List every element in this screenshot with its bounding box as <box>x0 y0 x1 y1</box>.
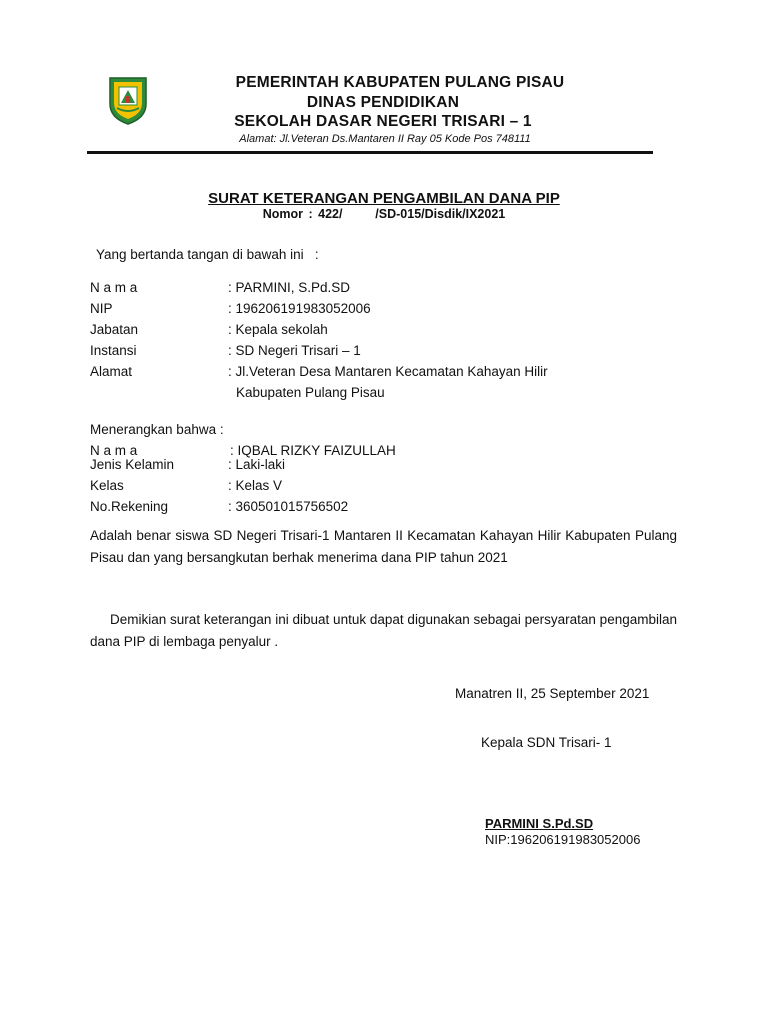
signatory-title: Kepala SDN Trisari- 1 <box>481 735 612 750</box>
signatory-institution-value: : SD Negeri Trisari – 1 <box>228 343 361 358</box>
letterhead-divider <box>87 151 653 154</box>
letterhead-address: Alamat: Jl.Veteran Ds.Mantaren II Ray 05 Kode Pos 748111 <box>239 133 531 145</box>
signature-nip: NIP:196206191983052006 <box>485 832 641 847</box>
letterhead-department: DINAS PENDIDIKAN <box>306 94 460 111</box>
statement-paragraph: Adalah benar siswa SD Negeri Trisari-1 Mantaren II Kecamatan Kahayan Hilir Kabupaten Pulang Pisau dan yang bersangkutan berhak menerima dana PIP tahun 2021 <box>90 528 677 565</box>
regency-emblem-icon <box>106 74 150 126</box>
student-intro: Menerangkan bahwa : <box>90 422 224 437</box>
signatory-position-label: Jabatan <box>90 322 139 337</box>
signatory-institution-label: Instansi <box>90 343 137 358</box>
closing-paragraph: Demikian surat keterangan ini dibuat untuk dapat digunakan sebagai persyaratan pengambilan dana PIP di lembaga penyalur . <box>90 612 677 649</box>
signatory-nip-label: NIP <box>90 301 113 316</box>
student-gender-label: Jenis Kelamin <box>90 457 175 472</box>
signatory-name-label: N a m a <box>90 280 138 295</box>
letter-number: Nomor : 422/ /SD-015/Disdik/IX2021 <box>262 207 506 221</box>
signatory-address-line1: : Jl.Veteran Desa Mantaren Kecamatan Kahayan Hilir <box>228 364 548 379</box>
student-class-value: : Kelas V <box>228 478 283 493</box>
intro-text: Yang bertanda tangan di bawah ini : <box>96 247 319 262</box>
letter-title-text: SURAT KETERANGAN PENGAMBILAN DANA PIP <box>208 190 560 207</box>
letterhead-government: PEMERINTAH KABUPATEN PULANG PISAU <box>235 74 565 91</box>
signatory-address-label: Alamat <box>90 364 133 379</box>
student-class-label: Kelas <box>90 478 124 493</box>
signatory-nip-value: : 196206191983052006 <box>228 301 371 316</box>
student-account-label: No.Rekening <box>90 499 169 514</box>
student-name-value: : IQBAL RIZKY FAIZULLAH <box>230 443 396 458</box>
signatory-position-value: : Kepala sekolah <box>228 322 328 337</box>
student-name-label: N a m a <box>90 443 138 458</box>
signature-name: PARMINI S.Pd.SD <box>485 816 594 831</box>
student-gender-value: : Laki-laki <box>228 457 286 472</box>
place-date: Manatren II, 25 September 2021 <box>455 686 650 701</box>
letter-title <box>87 190 681 207</box>
regency-logo <box>106 74 150 126</box>
signatory-address-line2: Kabupaten Pulang Pisau <box>236 385 385 400</box>
student-account-value: : 360501015756502 <box>228 499 349 514</box>
letterhead-school: SEKOLAH DASAR NEGERI TRISARI – 1 <box>234 113 532 130</box>
signatory-name-value: : PARMINI, S.Pd.SD <box>228 280 351 295</box>
